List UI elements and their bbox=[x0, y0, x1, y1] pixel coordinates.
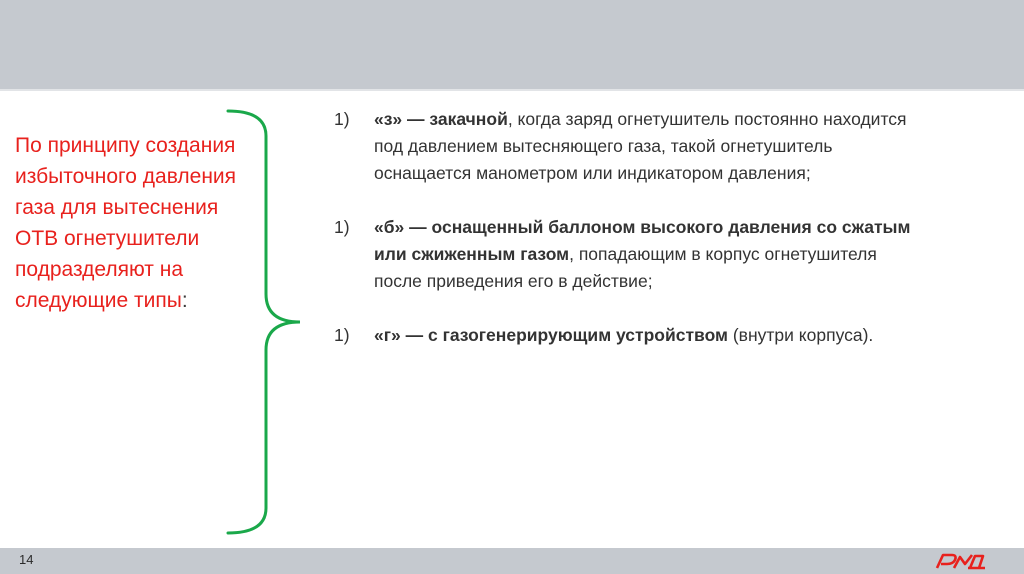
type-list bbox=[334, 106, 914, 376]
header-divider bbox=[0, 89, 1024, 91]
header-bar bbox=[0, 0, 1024, 89]
list-item bbox=[334, 214, 914, 295]
list-item bbox=[334, 322, 914, 349]
slide-number: 14 bbox=[19, 552, 34, 567]
left-heading-main: По принципу создания избыточного давления газа для вытеснения ОТВ огнетушители подразделяют на следующие типы bbox=[15, 134, 237, 312]
curly-brace-icon bbox=[222, 108, 304, 538]
left-heading-tail: : bbox=[181, 289, 188, 312]
list-item-bold: «б» — оснащенный баллоном высокого давления со сжатым или сжиженным газом bbox=[374, 217, 911, 264]
list-item-bold: «з» — закачной bbox=[374, 109, 508, 129]
list-item-text: , попадающим в корпус огнетушителя после приведения его в действие; bbox=[374, 244, 877, 291]
footer-bar bbox=[0, 548, 1024, 574]
list-item-number: 1) bbox=[334, 217, 350, 237]
rzd-logo-icon bbox=[932, 552, 986, 570]
list-item-number: 1) bbox=[334, 325, 350, 345]
left-heading bbox=[15, 130, 255, 316]
list-item-text: , когда заряд огнетушитель постоянно находится под давлением вытесняющего газа, такой огнетушитель оснащается манометром или индикатором давления; bbox=[374, 109, 907, 183]
list-item-text: (внутри корпуса). bbox=[727, 325, 874, 345]
list-item-bold: «г» — с газогенерирующим устройством bbox=[374, 325, 728, 345]
list-item bbox=[334, 106, 914, 187]
list-item-number: 1) bbox=[334, 109, 350, 129]
